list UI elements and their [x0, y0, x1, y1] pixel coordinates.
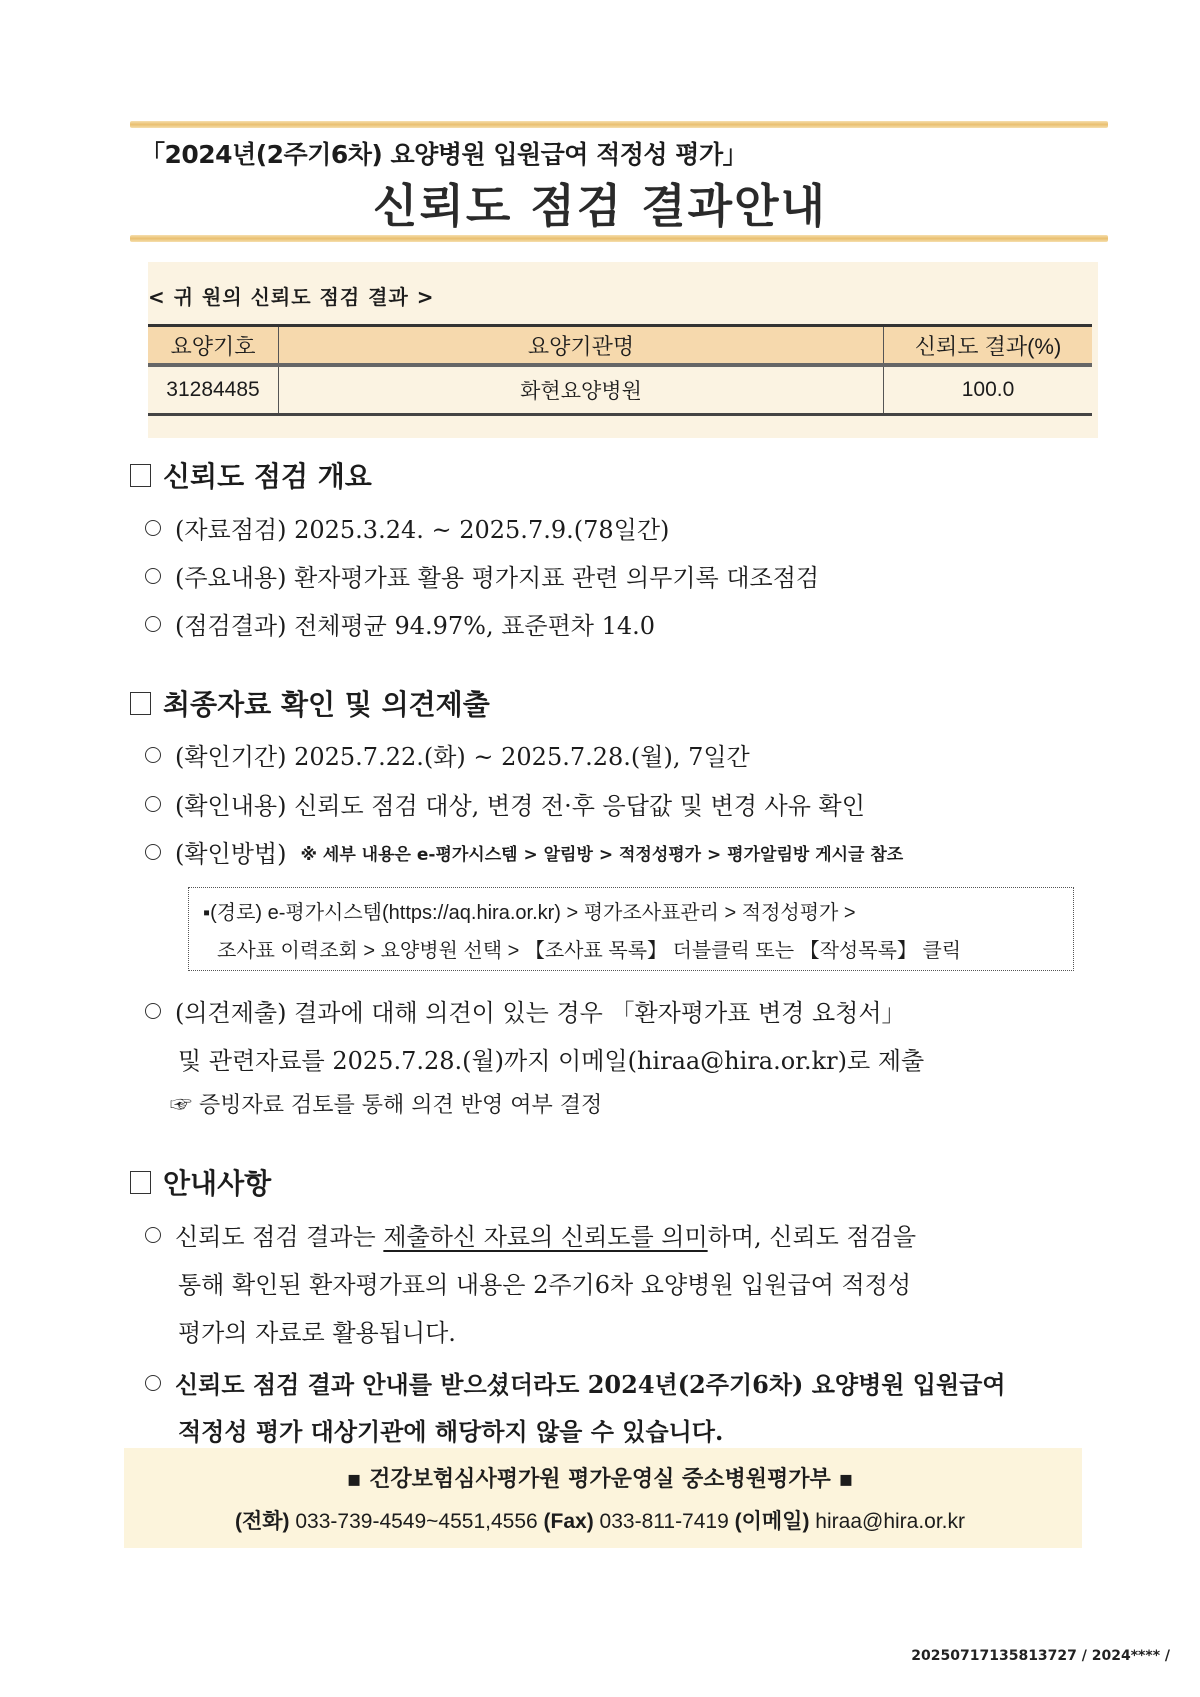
circle-bullet-icon — [145, 844, 161, 860]
path-box — [188, 887, 1074, 971]
section-heading-text: 신뢰도 점검 개요 — [163, 460, 372, 493]
list-item-text: (자료점검) 2025.3.24. ~ 2025.7.9.(78일간) — [175, 516, 670, 544]
email-label: (이메일) — [734, 1510, 810, 1533]
list-item — [145, 737, 750, 772]
list-item — [145, 606, 655, 641]
section-heading-final-data — [130, 683, 490, 723]
circle-bullet-icon — [145, 1375, 161, 1391]
list-item-text: 신뢰도 점검 결과 안내를 받으셨더라도 2024년(2주기6차) 요양병원 입원급여 — [175, 1370, 1006, 1399]
fax-number: 033-811-7419 — [593, 1510, 735, 1533]
square-bullet-icon — [130, 692, 151, 715]
list-item-text: (확인기간) 2025.7.22.(화) ~ 2025.7.28.(월), 7일간 — [175, 743, 750, 771]
list-item-method — [145, 834, 903, 869]
table-row — [148, 365, 1092, 415]
contact-organization: ▪ 건강보험심사평가원 평가운영실 중소병원평가부 ▪ — [346, 1467, 854, 1492]
list-item — [145, 1365, 1006, 1400]
column-header-name: 요양기관명 — [279, 326, 884, 366]
list-item-text: (점검결과) 전체평균 94.97%, 표준편차 14.0 — [175, 612, 656, 640]
circle-bullet-icon — [145, 520, 161, 536]
top-rule — [130, 121, 1108, 128]
document-subtitle: 「2024년(2주기6차) 요양병원 입원급여 적정성 평가」 — [140, 140, 748, 169]
document-title: 신뢰도 점검 결과안내 — [373, 179, 827, 233]
list-item-text — [175, 1217, 916, 1252]
opinion-continuation: 및 관련자료를 2025.7.28.(월)까지 이메일(hiraa@hira.or.kr)로 제출 — [178, 1047, 925, 1075]
notice-continuation: 평가의 자료로 활용됩니다. — [178, 1319, 456, 1347]
phone-label: (전화) — [234, 1510, 290, 1533]
text-run: 하며, 신뢰도 점검을 — [707, 1223, 916, 1251]
opinion-note: ☞ 증빙자료 검토를 통해 의견 반영 여부 결정 — [170, 1093, 603, 1118]
underlined-text: 제출하신 자료의 신뢰도를 의미 — [383, 1223, 708, 1251]
circle-bullet-icon — [145, 796, 161, 812]
document-id: 20250717135813727 / 2024**** / — [911, 1648, 1170, 1664]
text-run: 신뢰도 점검 결과는 — [175, 1223, 384, 1251]
square-bullet-icon — [130, 464, 151, 487]
notice-continuation: 통해 확인된 환자평가표의 내용은 2주기6차 요양병원 입원급여 적정성 — [178, 1271, 912, 1299]
square-bullet-icon — [130, 1171, 151, 1194]
cell-result: 100.0 — [884, 365, 1093, 415]
circle-bullet-icon — [145, 1227, 161, 1243]
phone-number: 033-739-4549~4551,4556 — [289, 1510, 544, 1533]
result-table — [148, 324, 1092, 416]
path-line: ▪(경로) e-평가시스템(https://aq.hira.or.kr) > 평가조사표관리 > 적정성평가 > — [203, 902, 856, 924]
circle-bullet-icon — [145, 1003, 161, 1019]
circle-bullet-icon — [145, 616, 161, 632]
cell-code: 31284485 — [148, 365, 279, 415]
path-line: 조사표 이력조회 > 요양병원 선택 > 【조사표 목록】 더블클릭 또는 【작성목록】 클릭 — [217, 940, 962, 962]
table-header-row — [148, 326, 1092, 366]
contact-line — [0, 1505, 1200, 1535]
method-text: ※ 세부 내용은 e-평가시스템 > 알림방 > 적정성평가 > 평가알림방 게시글 참조 — [300, 845, 904, 865]
title-bottom-rule — [130, 235, 1108, 242]
cell-name: 화현요양병원 — [279, 365, 884, 415]
section-heading-text: 최종자료 확인 및 의견제출 — [163, 688, 490, 721]
list-item — [145, 786, 865, 821]
list-item — [145, 1217, 916, 1252]
list-item — [145, 558, 819, 593]
method-label: (확인방법) — [175, 840, 287, 868]
list-item-text: (주요내용) 환자평가표 활용 평가지표 관련 의무기록 대조점검 — [175, 564, 820, 592]
section-heading-notice — [130, 1162, 271, 1202]
notice-continuation: 적정성 평가 대상기관에 해당하지 않을 수 있습니다. — [178, 1417, 724, 1446]
list-item-text: (의견제출) 결과에 대해 의견이 있는 경우 「환자평가표 변경 요청서」 — [175, 999, 906, 1027]
section-heading-text: 안내사항 — [163, 1167, 272, 1200]
list-item — [145, 510, 669, 545]
column-header-result: 신뢰도 결과(%) — [884, 326, 1093, 366]
email-address: hiraa@hira.or.kr — [809, 1510, 966, 1533]
list-item-text: (확인내용) 신뢰도 점검 대상, 변경 전·후 응답값 및 변경 사유 확인 — [175, 792, 865, 820]
section-heading-overview — [130, 455, 372, 495]
column-header-code: 요양기호 — [148, 326, 279, 366]
fax-label: (Fax) — [543, 1510, 594, 1533]
circle-bullet-icon — [145, 568, 161, 584]
circle-bullet-icon — [145, 747, 161, 763]
list-item-opinion — [145, 993, 906, 1028]
result-caption: < 귀 원의 신뢰도 점검 결과 > — [148, 285, 435, 309]
